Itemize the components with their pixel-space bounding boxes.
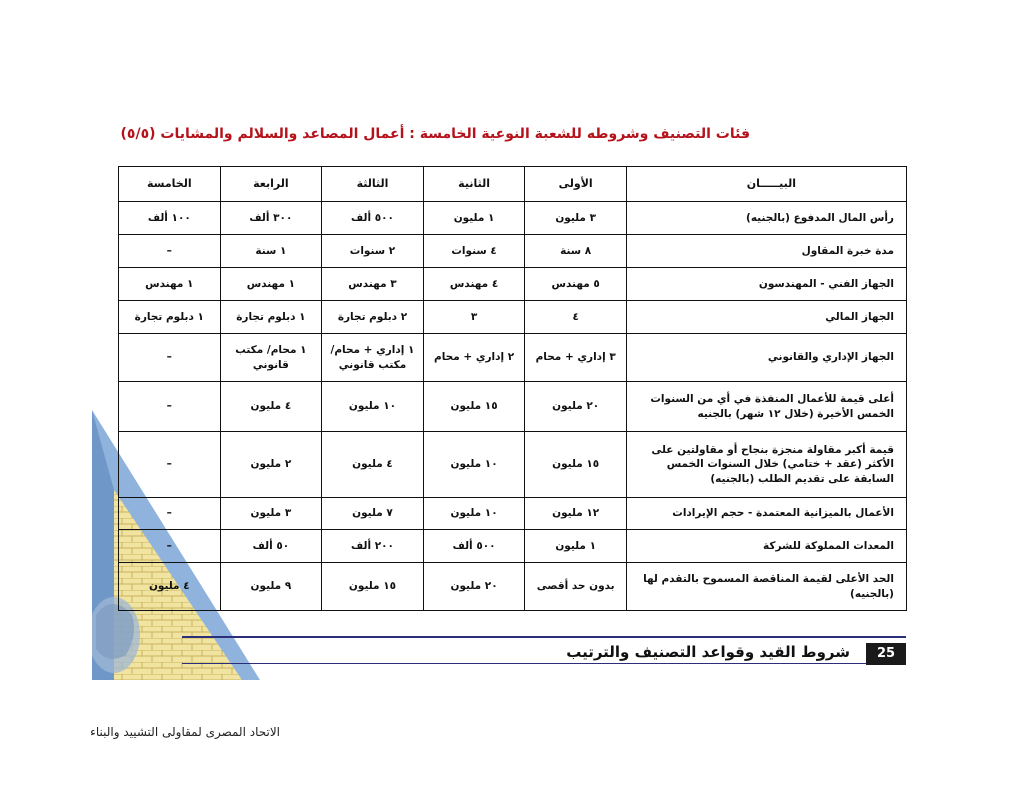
table-cell: ٧ مليون [322, 498, 424, 530]
table-cell: ١ محام/ مكتب قانوني [220, 334, 322, 382]
section-title: شروط القيد وقواعد التصنيف والترتيب [566, 643, 850, 661]
table-cell: ٥٠٠ ألف [322, 202, 424, 235]
table-cell: ٨ سنة [525, 235, 627, 268]
row-label: الحد الأعلى لقيمة المناقصة المسموح بالتقدم لها (بالجنيه) [626, 563, 906, 611]
page-number: 25 [866, 643, 906, 665]
footer-rule-thin [182, 663, 906, 664]
row-label: أعلى قيمة للأعمال المنفذة في أي من السنوات الخمس الأخيرة (خلال ١٢ شهر) بالجنيه [626, 382, 906, 432]
row-label: المعدات المملوكة للشركة [626, 530, 906, 563]
table-row [119, 498, 907, 530]
table-cell: ١٥ مليون [423, 382, 525, 432]
table-cell: ٤ مليون [220, 382, 322, 432]
table-cell: ١٠ مليون [322, 382, 424, 432]
table-cell: ١٠ مليون [423, 432, 525, 498]
table-cell: ٥٠ ألف [220, 530, 322, 563]
table-row [119, 235, 907, 268]
table-cell: ١٠ مليون [423, 498, 525, 530]
table-cell: ٢ مليون [220, 432, 322, 498]
table-cell: ٥ مهندس [525, 268, 627, 301]
table-cell: ٣٠٠ ألف [220, 202, 322, 235]
table-cell: ١ دبلوم تجارة [220, 301, 322, 334]
footer-rule [182, 636, 906, 638]
table-cell: ٢٠ مليون [525, 382, 627, 432]
table-cell: ٤ [525, 301, 627, 334]
table-cell: ٤ مليون [119, 563, 221, 611]
header-grade-2: الثانية [423, 167, 525, 202]
table-cell: ٢ دبلوم تجارة [322, 301, 424, 334]
table-cell: ١ مهندس [220, 268, 322, 301]
table-cell: ١٠٠ ألف [119, 202, 221, 235]
table-cell: ٢٠ مليون [423, 563, 525, 611]
header-grade-4: الرابعة [220, 167, 322, 202]
table-cell: ٤ مليون [322, 432, 424, 498]
table-cell: ٣ مليون [525, 202, 627, 235]
table-cell: ٣ إداري + محام [525, 334, 627, 382]
row-label: الجهاز الفني - المهندسون [626, 268, 906, 301]
row-label: الجهاز الإداري والقانوني [626, 334, 906, 382]
table-cell: – [119, 530, 221, 563]
row-label: مدة خبرة المقاول [626, 235, 906, 268]
row-label: رأس المال المدفوع (بالجنيه) [626, 202, 906, 235]
table-row [119, 530, 907, 563]
table-cell: ١٢ مليون [525, 498, 627, 530]
table-cell: – [119, 382, 221, 432]
table-row [119, 432, 907, 498]
table-cell: – [119, 432, 221, 498]
table-cell: – [119, 498, 221, 530]
table-cell: – [119, 334, 221, 382]
table-row [119, 301, 907, 334]
table-cell: ١ إداري + محام/ مكتب قانوني [322, 334, 424, 382]
table-cell: ٤ سنوات [423, 235, 525, 268]
table-cell: ١ سنة [220, 235, 322, 268]
row-label: قيمة أكبر مقاولة منجزة بنجاح أو مقاولتين على الأكثر (عقد + ختامي) خلال السنوات الخمس السابقة على تقديم الطلب (بالجنيه) [626, 432, 906, 498]
table-cell: ٤ مهندس [423, 268, 525, 301]
page-title: فئات التصنيف وشروطه للشعبة النوعية الخامسة : أعمال المصاعد والسلالم والمشايات (٥/٥) [120, 126, 750, 142]
table-cell: ٥٠٠ ألف [423, 530, 525, 563]
table-cell: ٣ مليون [220, 498, 322, 530]
table-row [119, 268, 907, 301]
header-grade-3: الثالثة [322, 167, 424, 202]
header-grade-5: الخامسة [119, 167, 221, 202]
row-label: الأعمال بالميزانية المعتمدة - حجم الإيرادات [626, 498, 906, 530]
table-header-row [119, 167, 907, 202]
table-row [119, 563, 907, 611]
table-cell: – [119, 235, 221, 268]
row-label: الجهاز المالي [626, 301, 906, 334]
table-row [119, 382, 907, 432]
table-row [119, 334, 907, 382]
header-item: البيـــــان [626, 167, 906, 202]
table-cell: ١ دبلوم تجارة [119, 301, 221, 334]
table-cell: ١٥ مليون [322, 563, 424, 611]
table-cell: بدون حد أقصى [525, 563, 627, 611]
table-cell: ١ مهندس [119, 268, 221, 301]
classification-table [118, 166, 907, 611]
header-grade-1: الأولى [525, 167, 627, 202]
table-cell: ٣ مهندس [322, 268, 424, 301]
table-cell: ٢ سنوات [322, 235, 424, 268]
publisher-name: الاتحاد المصرى لمقاولى التشييد والبناء [90, 725, 280, 739]
table-cell: ٢ إداري + محام [423, 334, 525, 382]
table-cell: ١٥ مليون [525, 432, 627, 498]
table-cell: ٩ مليون [220, 563, 322, 611]
table-cell: ٢٠٠ ألف [322, 530, 424, 563]
table-cell: ١ مليون [423, 202, 525, 235]
table-row [119, 202, 907, 235]
table-cell: ٣ [423, 301, 525, 334]
table-cell: ١ مليون [525, 530, 627, 563]
